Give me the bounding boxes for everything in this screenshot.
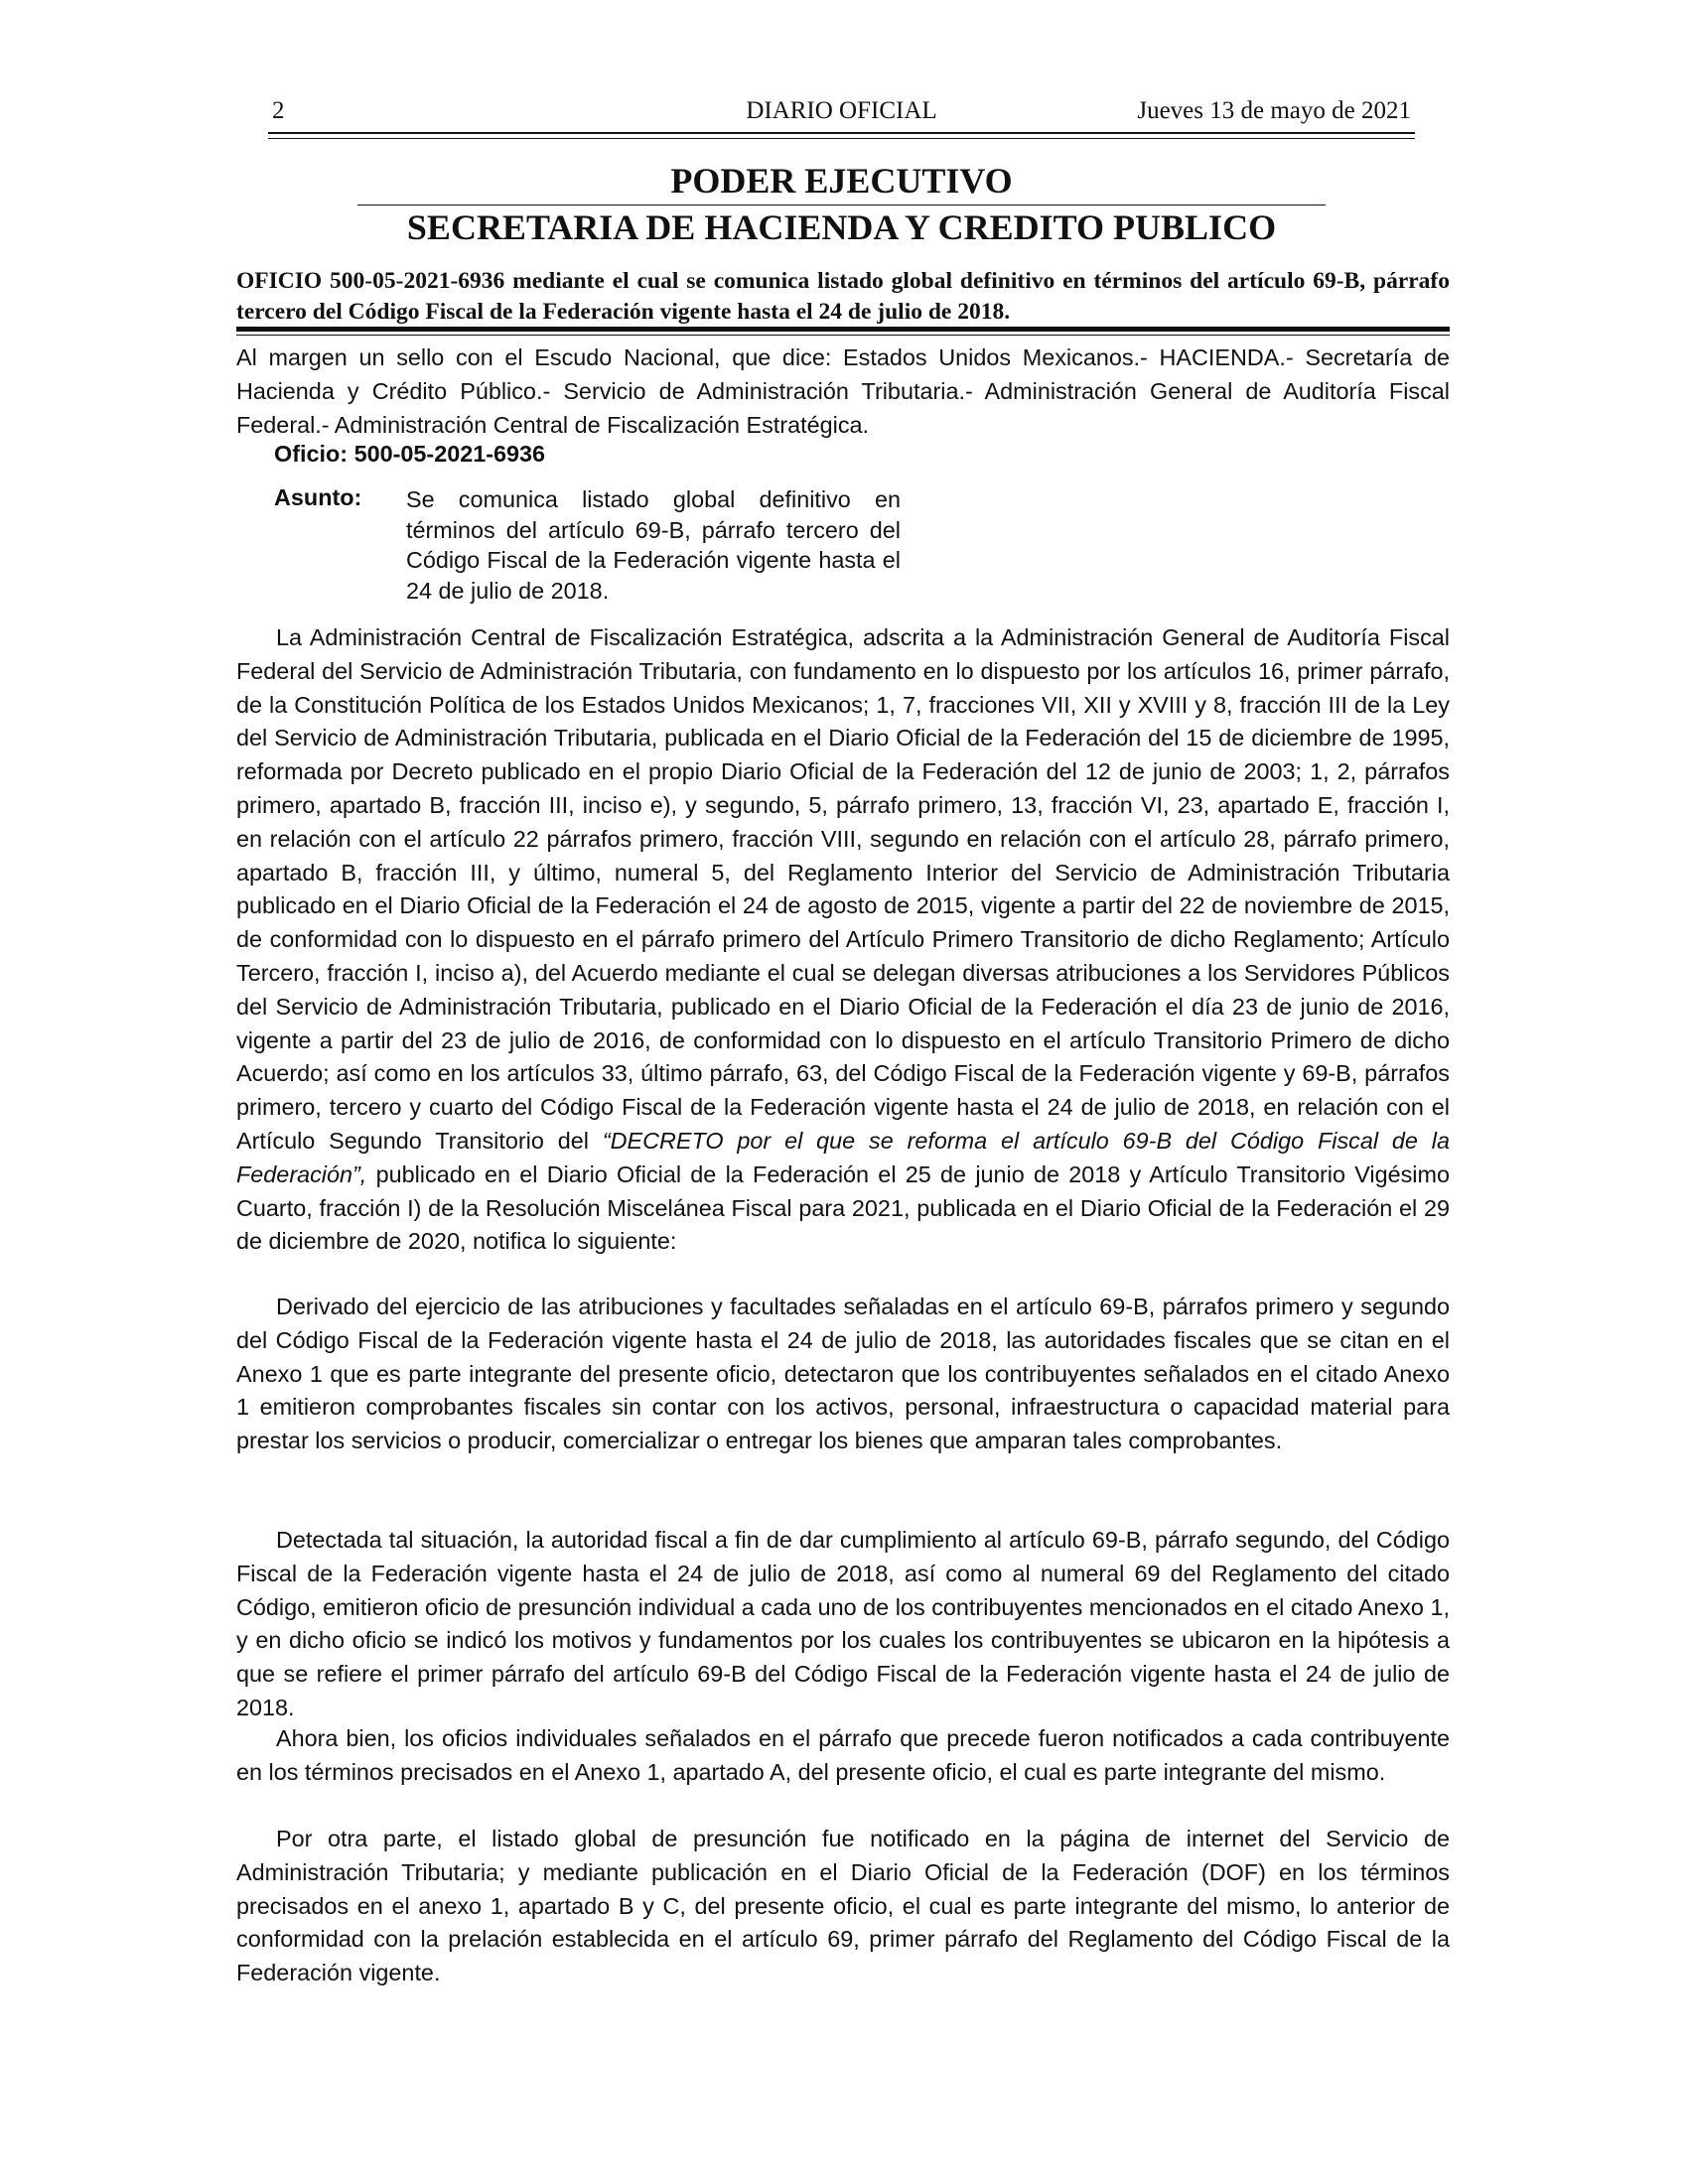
paragraph-legal-basis-part1: La Administración Central de Fiscalización Estratégica, adscrita a la Administración General de Auditoría Fiscal Federal del Servicio de Administración Tributaria, con fundamento en lo dispuesto por los artículos 16, primer párrafo, de la Constitución Política de los Estados Unidos Mexicanos; 1, 7, fracciones VII, XII y XVIII y 8, fracción III de la Ley del Servicio de Administración Tributaria, publicada en el Diario Oficial de la Federación del 15 de diciembre de 1995, reformada por Decreto publicado en el propio Diario Oficial de la Federación del 12 de junio de 2003; 1, 2, párrafos primero, apartado B, fracción III, inciso e), y segundo, 5, párrafo primero, 13, fracción VI, 23, apartado E, fracción I, en relación con el artículo 22 párrafos primero, fracción VIII, segundo en relación con el artículo 28, párrafo primero, apartado B, fracción III, y último, numeral 5, del Reglamento Interior del Servicio de Administración Tributaria publicado en el Diario Oficial de la Federación el 24 de agosto de 2015, vigente a partir del 22 de noviembre de 2015, de conformidad con lo dispuesto en el párrafo primero del Artículo Primero Transitorio de dicho Reglamento; Artículo Tercero, fracción I, inciso a), del Acuerdo mediante el cual se delegan diversas atribuciones a los Servidores Públicos del Servicio de Administración Tributaria, publicado en el Diario Oficial de la Federación el día 23 de junio de 2016, vigente a partir del 23 de julio de 2016, de conformidad con lo dispuesto en el artículo Transitorio Primero de dicho Acuerdo; así como en los artículos 33, último párrafo, 63, del Código Fiscal de la Federación vigente y 69-B, párrafos primero, tercero y cuarto del Código Fiscal de la Federación vigente hasta el 24 de julio de 2018, en relación con el Artículo Segundo Transitorio del bbox=[236, 624, 1450, 1154]
decree-citation: “DECRETO por el que se reforma el artículo 69-B del Código Fiscal de la Federación”, bbox=[236, 1127, 1450, 1187]
paragraph-notification: Ahora bien, los oficios individuales señalados en el párrafo que precede fueron notificados a cada contribuyente en los términos precisados en el Anexo 1, apartado A, del presente oficio, el cual es parte integrante del mismo. bbox=[236, 1725, 1450, 1785]
page-number: 2 bbox=[272, 97, 285, 124]
paragraph-global-list: Por otra parte, el listado global de presunción fue notificado en la página de internet del Servicio de Administración Tributaria; y mediante publicación en el Diario Oficial de la Federación (DOF) en los términos precisados en el anexo 1, apartado B y C, del presente oficio, el cual es parte integrante del mismo, lo anterior de conformidad con la prelación establecida en el artículo 69, primer párrafo del Reglamento del Código Fiscal de la Federación vigente. bbox=[236, 1826, 1450, 1986]
decree-heading: OFICIO 500-05-2021-6936 mediante el cual se comunica listado global definitivo en términos del artículo 69-B, párrafo tercero del Código Fiscal de la Federación vigente hasta el 24 de julio de 2018. bbox=[236, 268, 1450, 325]
paragraph-legal-basis bbox=[236, 621, 1450, 1259]
heading-thin-rule bbox=[236, 335, 1450, 336]
asunto-label: Asunto: bbox=[274, 484, 362, 510]
paragraph-detection: Detectada tal situación, la autoridad fiscal a fin de dar cumplimiento al artículo 69-B, párrafo segundo, del Código Fiscal de la Federación vigente hasta el 24 de julio de 2018, así como al numeral 69 del Reglamento del citado Código, emitieron oficio de presunción individual a cada uno de los contribuyentes mencionados en el citado Anexo 1, y en dicho oficio se indicó los motivos y fundamentos por los cuales los contribuyentes se ubicaron en la hipótesis a que se refiere el primer párrafo del artículo 69-B del Código Fiscal de la Federación vigente hasta el 24 de julio de 2018. bbox=[236, 1527, 1450, 1720]
heading-thick-rule bbox=[236, 327, 1450, 332]
issue-date: Jueves 13 de mayo de 2021 bbox=[1137, 97, 1411, 124]
publication-name: DIARIO OFICIAL bbox=[746, 97, 937, 124]
paragraph-legal-basis-part2: publicado en el Diario Oficial de la Federación el 25 de junio de 2018 y Artículo Transitorio Vigésimo Cuarto, fracción I) de la Resolución Miscelánea Fiscal para 2021, publicada en el Diario Oficial de la Federación el 29 de diciembre de 2020, notifica lo siguiente: bbox=[236, 1160, 1451, 1255]
header-rule bbox=[268, 132, 1415, 139]
running-header bbox=[268, 97, 1415, 129]
paragraph-derivation: Derivado del ejercicio de las atribuciones y facultades señaladas en el artículo 69-B, párrafos primero y segundo del Código Fiscal de la Federación vigente hasta el 24 de julio de 2018, las autoridades fiscales que se citan en el Anexo 1 que es parte integrante del presente oficio, detectaron que los contribuyentes señalados en el citado Anexo 1 emitieron comprobantes fiscales sin contar con los activos, personal, infraestructura o capacidad material para prestar los servicios o producir, comercializar o entregar los bienes que amparan tales comprobantes. bbox=[236, 1294, 1450, 1454]
oficio-number: Oficio: 500-05-2021-6936 bbox=[274, 441, 546, 467]
margin-note: Al margen un sello con el Escudo Nacional, que dice: Estados Unidos Mexicanos.- HACIENDA.- Secretaría de Hacienda y Crédito Público.- Servicio de Administración Tributaria.- Administración General de Auditoría Fiscal Federal.- Administración Central de Fiscalización Estratégica. bbox=[236, 344, 1450, 438]
branch-title: PODER EJECUTIVO bbox=[670, 161, 1013, 201]
ministry-title: SECRETARIA DE HACIENDA Y CREDITO PUBLICO bbox=[406, 207, 1277, 247]
asunto-text: Se comunica listado global definitivo en términos del artículo 69-B, párrafo tercero del Código Fiscal de la Federación vigente hasta el 24 de julio de 2018. bbox=[406, 486, 901, 604]
